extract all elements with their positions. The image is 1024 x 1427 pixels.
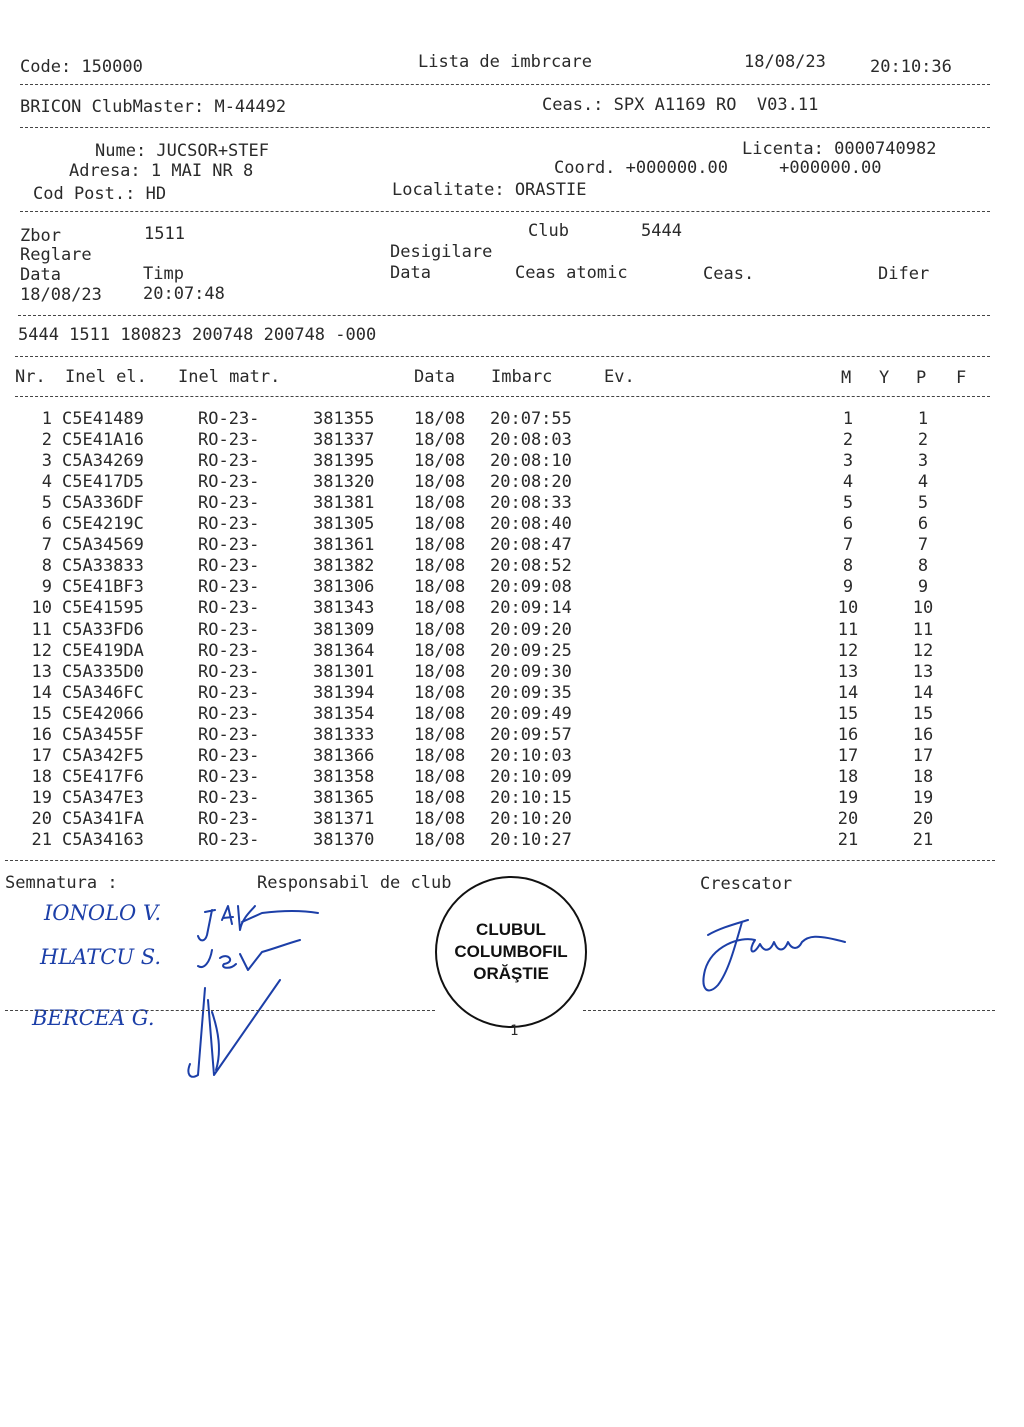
col-electronic-ring: Inel el.: [65, 367, 147, 387]
ring-prefix: RO-23-: [198, 703, 260, 724]
ring-number: 381395: [313, 451, 375, 472]
boarding-date: 18/08: [414, 619, 466, 640]
ring-prefix: RO-23-: [198, 766, 260, 787]
p-value: 10: [912, 598, 934, 619]
electronic-ring: C5E417F6: [62, 766, 144, 787]
ring-prefix: RO-23-: [198, 640, 260, 661]
p-value: 4: [917, 472, 929, 493]
row-number: 4: [41, 472, 52, 493]
ring-prefix: RO-23-: [198, 745, 260, 766]
boarding-date: 18/08: [414, 598, 466, 619]
boarding-time: 20:09:08: [490, 577, 572, 598]
clock-id: Ceas.: SPX A1169 RO V03.11: [542, 95, 819, 115]
clubmaster-id: BRICON ClubMaster: M-44492: [20, 97, 287, 117]
locality: Localitate: ORASTIE: [392, 180, 587, 200]
boarding-time: 20:08:03: [490, 430, 572, 451]
row-number: 5: [41, 493, 52, 514]
document-title: Lista de imbrcare: [418, 52, 592, 72]
ring-number: 381361: [313, 535, 375, 556]
electronic-ring: C5A346FC: [62, 682, 144, 703]
ring-prefix: RO-23-: [198, 556, 260, 577]
row-number: 15: [31, 703, 52, 724]
electronic-ring: C5A347E3: [62, 787, 144, 808]
p-value: 19: [912, 787, 934, 808]
ring-prefix: RO-23-: [198, 787, 260, 808]
stamp-line: CLUBUL: [476, 919, 546, 939]
atomic-clock-label: Ceas atomic: [515, 263, 628, 283]
club-stamp: [435, 876, 587, 1028]
ring-prefix: RO-23-: [198, 535, 260, 556]
electronic-ring: C5A335D0: [62, 661, 144, 682]
row-number: 10: [31, 598, 52, 619]
row-number: 17: [31, 745, 52, 766]
electronic-ring: C5A336DF: [62, 493, 144, 514]
p-value: 3: [917, 451, 929, 472]
p-value: 1: [917, 409, 929, 429]
ring-number: 381301: [313, 661, 375, 682]
ring-number: 381333: [313, 724, 375, 745]
p-value: 21: [912, 830, 934, 850]
row-number: 7: [41, 535, 52, 556]
ring-number: 381371: [313, 808, 375, 829]
club-responsible-label: Responsabil de club: [257, 873, 452, 893]
postal-code: Cod Post.: HD: [33, 184, 167, 204]
ring-prefix: RO-23-: [198, 409, 260, 429]
p-value: 15: [912, 703, 934, 724]
col-f: F: [956, 368, 967, 388]
ring-prefix: RO-23-: [198, 724, 260, 745]
ring-number: 381394: [313, 682, 375, 703]
p-value: 13: [912, 661, 934, 682]
unsealing-label: Desigilare: [390, 242, 493, 262]
col-ring-number: Inel matr.: [178, 367, 281, 387]
clock-label: Ceas.: [703, 264, 755, 284]
ring-number: 381355: [313, 409, 375, 429]
boarding-date: 18/08: [414, 724, 466, 745]
p-value: 2: [917, 430, 929, 451]
ring-number: 381382: [313, 556, 375, 577]
divider: [583, 1010, 995, 1011]
electronic-ring: C5A34569: [62, 535, 144, 556]
m-value: 5: [842, 493, 854, 514]
m-value: 17: [837, 745, 859, 766]
boarding-time: 20:08:10: [490, 451, 572, 472]
m-value: 18: [837, 766, 859, 787]
p-value: 18: [912, 766, 934, 787]
boarding-time: 20:08:40: [490, 514, 572, 535]
breeder-label: Crescator: [700, 874, 793, 894]
p-value: 14: [912, 682, 934, 703]
m-value: 11: [837, 619, 859, 640]
boarding-time: 20:09:14: [490, 598, 572, 619]
boarding-date: 18/08: [414, 451, 466, 472]
print-date: 18/08/23: [744, 52, 826, 72]
club-label: Club: [528, 221, 569, 241]
boarding-time: 20:10:09: [490, 766, 572, 787]
col-date: Data: [414, 367, 455, 387]
boarding-time: 20:10:27: [490, 830, 572, 850]
row-number: 19: [31, 787, 52, 808]
setting-label: Reglare: [20, 245, 92, 265]
boarding-time: 20:10:20: [490, 808, 572, 829]
ring-number: 381343: [313, 598, 375, 619]
m-value: 16: [837, 724, 859, 745]
flight-value: 1511: [144, 224, 185, 244]
ring-number: 381381: [313, 493, 375, 514]
flight-code-line: 5444 1511 180823 200748 200748 -000: [18, 325, 377, 345]
boarding-date: 18/08: [414, 556, 466, 577]
handwritten-name: IONOLO V.: [44, 901, 162, 925]
page-number: 1: [510, 1023, 519, 1039]
boarding-time: 20:09:57: [490, 724, 572, 745]
ring-prefix: RO-23-: [198, 472, 260, 493]
handwritten-name: BERCEA G.: [32, 1006, 155, 1030]
row-number: 1: [41, 409, 52, 429]
electronic-ring: C5A34269: [62, 451, 144, 472]
electronic-ring: C5A342F5: [62, 745, 144, 766]
col-event: Ev.: [604, 367, 635, 387]
ring-prefix: RO-23-: [198, 514, 260, 535]
col-boarding: Imbarc: [491, 367, 553, 387]
boarding-time: 20:09:35: [490, 682, 572, 703]
boarding-date: 18/08: [414, 808, 466, 829]
ring-prefix: RO-23-: [198, 661, 260, 682]
m-value: 4: [842, 472, 854, 493]
m-value: 21: [837, 830, 859, 850]
handwritten-name: HLATCU S.: [40, 945, 162, 969]
stamp-line: COLUMBOFIL: [454, 941, 568, 961]
p-value: 9: [917, 577, 929, 598]
coordinates: Coord. +000000.00 +000000.00: [554, 158, 882, 178]
m-value: 10: [837, 598, 859, 619]
ring-number: 381366: [313, 745, 375, 766]
p-value: 12: [912, 640, 934, 661]
ring-prefix: RO-23-: [198, 577, 260, 598]
ring-number: 381358: [313, 766, 375, 787]
m-value: 14: [837, 682, 859, 703]
boarding-date: 18/08: [414, 493, 466, 514]
ring-prefix: RO-23-: [198, 682, 260, 703]
signature-label: Semnatura :: [5, 873, 118, 893]
electronic-ring: C5A33FD6: [62, 619, 144, 640]
date-label: Data: [20, 265, 61, 285]
boarding-time: 20:10:03: [490, 745, 572, 766]
boarding-time: 20:08:47: [490, 535, 572, 556]
boarding-date: 18/08: [414, 430, 466, 451]
flight-label: Zbor: [20, 226, 61, 246]
ring-number: 381306: [313, 577, 375, 598]
ring-prefix: RO-23-: [198, 493, 260, 514]
stamp-line: ORĂŞTIE: [473, 964, 549, 984]
ring-number: 381370: [313, 830, 375, 850]
col-y: Y: [879, 368, 890, 388]
ring-prefix: RO-23-: [198, 619, 260, 640]
electronic-ring: C5E4219C: [62, 514, 144, 535]
boarding-time: 20:09:30: [490, 661, 572, 682]
boarding-date: 18/08: [414, 514, 466, 535]
col-nr: Nr.: [15, 367, 46, 387]
boarding-date: 18/08: [414, 409, 466, 429]
p-value: 17: [912, 745, 934, 766]
row-number: 11: [31, 619, 52, 640]
boarding-date: 18/08: [414, 661, 466, 682]
boarding-date: 18/08: [414, 472, 466, 493]
row-number: 3: [41, 451, 52, 472]
boarding-date: 18/08: [414, 787, 466, 808]
boarding-time: 20:08:52: [490, 556, 572, 577]
boarding-date: 18/08: [414, 766, 466, 787]
boarding-time: 20:09:49: [490, 703, 572, 724]
divider: [5, 1010, 435, 1011]
col-m: M: [841, 368, 852, 388]
ring-prefix: RO-23-: [198, 430, 260, 451]
electronic-ring: C5E41595: [62, 598, 144, 619]
m-value: 2: [842, 430, 854, 451]
owner-address: Adresa: 1 MAI NR 8: [69, 161, 254, 181]
m-value: 1: [842, 409, 854, 429]
ring-number: 381309: [313, 619, 375, 640]
boarding-date: 18/08: [414, 577, 466, 598]
electronic-ring: C5E41A16: [62, 430, 144, 451]
row-number: 16: [31, 724, 52, 745]
electronic-ring: C5A33833: [62, 556, 144, 577]
row-number: 18: [31, 766, 52, 787]
m-value: 6: [842, 514, 854, 535]
ring-prefix: RO-23-: [198, 830, 260, 850]
m-value: 15: [837, 703, 859, 724]
electronic-ring: C5E41BF3: [62, 577, 144, 598]
electronic-ring: C5E419DA: [62, 640, 144, 661]
row-number: 2: [41, 430, 52, 451]
p-value: 7: [917, 535, 929, 556]
row-number: 21: [31, 830, 52, 850]
row-number: 12: [31, 640, 52, 661]
p-value: 6: [917, 514, 929, 535]
m-value: 7: [842, 535, 854, 556]
boarding-date: 18/08: [414, 830, 466, 850]
boarding-date: 18/08: [414, 682, 466, 703]
electronic-ring: C5E41489: [62, 409, 144, 429]
electronic-ring: C5E417D5: [62, 472, 144, 493]
ring-number: 381365: [313, 787, 375, 808]
ring-number: 381320: [313, 472, 375, 493]
boarding-time: 20:10:15: [490, 787, 572, 808]
m-value: 8: [842, 556, 854, 577]
m-value: 3: [842, 451, 854, 472]
ring-number: 381364: [313, 640, 375, 661]
setting-time: 20:07:48: [143, 284, 225, 304]
m-value: 9: [842, 577, 854, 598]
p-value: 8: [917, 556, 929, 577]
electronic-ring: C5A341FA: [62, 808, 144, 829]
boarding-time: 20:09:25: [490, 640, 572, 661]
boarding-time: 20:08:20: [490, 472, 572, 493]
p-value: 16: [912, 724, 934, 745]
ring-prefix: RO-23-: [198, 808, 260, 829]
ring-number: 381337: [313, 430, 375, 451]
club-value: 5444: [641, 221, 682, 241]
m-value: 20: [837, 808, 859, 829]
time-label: Timp: [143, 264, 184, 284]
boarding-time: 20:07:55: [490, 409, 572, 429]
electronic-ring: C5E42066: [62, 703, 144, 724]
row-number: 9: [41, 577, 52, 598]
boarding-time: 20:08:33: [490, 493, 572, 514]
boarding-time: 20:09:20: [490, 619, 572, 640]
license: Licenta: 0000740982: [742, 139, 937, 159]
ring-prefix: RO-23-: [198, 598, 260, 619]
print-time: 20:10:36: [870, 57, 952, 77]
p-value: 5: [917, 493, 929, 514]
boarding-date: 18/08: [414, 535, 466, 556]
electronic-ring: C5A34163: [62, 830, 144, 850]
ring-number: 381354: [313, 703, 375, 724]
row-number: 6: [41, 514, 52, 535]
boarding-date: 18/08: [414, 640, 466, 661]
p-value: 20: [912, 808, 934, 829]
boarding-date: 18/08: [414, 703, 466, 724]
unsealing-date-label: Data: [390, 263, 431, 283]
setting-date: 18/08/23: [20, 285, 102, 305]
col-p: P: [916, 368, 927, 388]
code-label: Code: 150000: [20, 57, 143, 77]
m-value: 13: [837, 661, 859, 682]
ring-number: 381305: [313, 514, 375, 535]
p-value: 11: [912, 619, 934, 640]
row-number: 13: [31, 661, 52, 682]
m-value: 19: [837, 787, 859, 808]
row-number: 20: [31, 808, 52, 829]
row-number: 14: [31, 682, 52, 703]
boarding-date: 18/08: [414, 745, 466, 766]
ring-prefix: RO-23-: [198, 451, 260, 472]
owner-name: Nume: JUCSOR+STEF: [95, 141, 269, 161]
row-number: 8: [41, 556, 52, 577]
difference-label: Difer: [878, 264, 930, 284]
m-value: 12: [837, 640, 859, 661]
electronic-ring: C5A3455F: [62, 724, 144, 745]
